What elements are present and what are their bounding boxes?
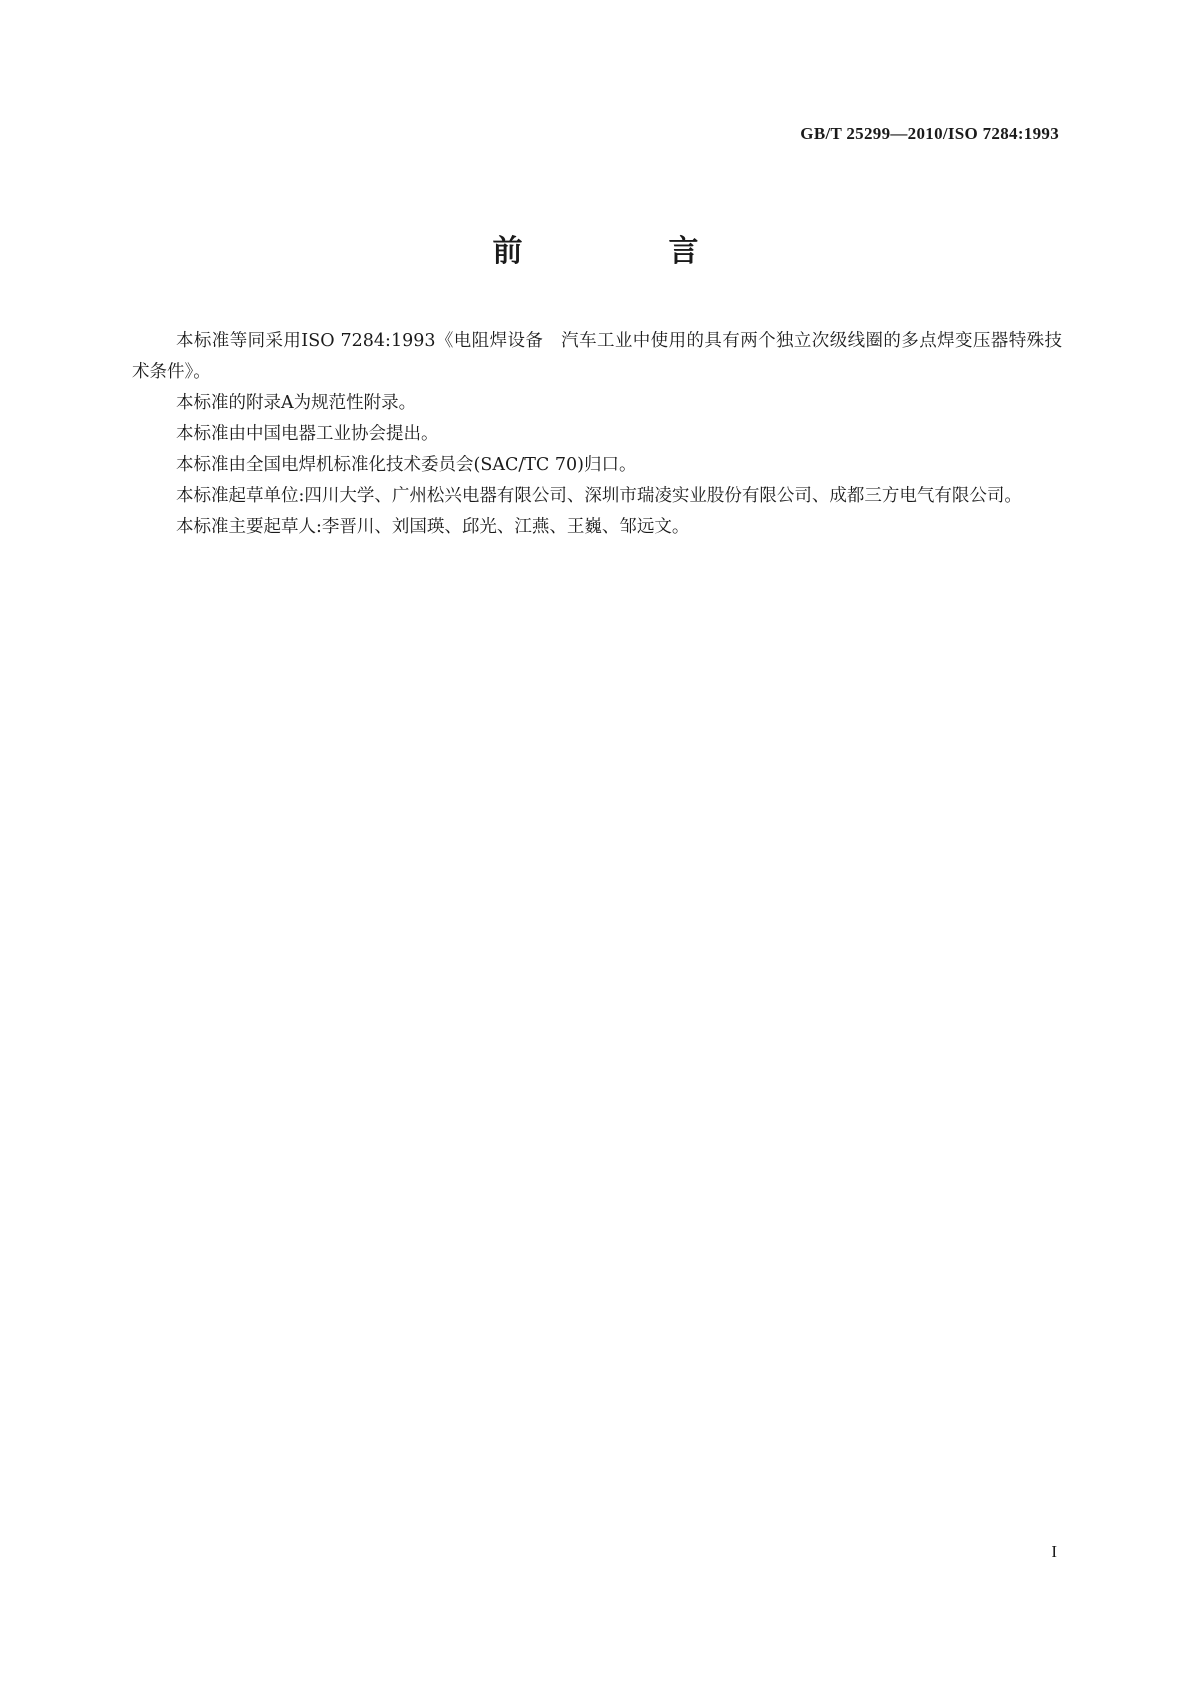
- paragraph-drafting-units: 本标准起草单位:四川大学、广州松兴电器有限公司、深圳市瑞凌实业股份有限公司、成都三方电气有限公司。: [176, 486, 1022, 506]
- page-number: I: [1051, 1542, 1057, 1561]
- paragraph-drafters: 本标准主要起草人:李晋川、刘国瑛、邱光、江燕、王巍、邹远文。: [176, 517, 690, 537]
- foreword-body: [132, 326, 1062, 543]
- paragraph-committee: 本标准由全国电焊机标准化技术委员会(SAC/TC 70)归口。: [176, 455, 637, 475]
- paragraph-proposer: 本标准由中国电器工业协会提出。: [176, 424, 439, 444]
- paragraph-appendix: 本标准的附录A为规范性附录。: [176, 393, 417, 413]
- page-title: 前 言: [492, 234, 757, 269]
- document-code: GB/T 25299—2010/ISO 7284:1993: [800, 124, 1059, 143]
- paragraph-adoption: 本标准等同采用ISO 7284:1993《电阻焊设备 汽车工业中使用的具有两个独立次级线圈的多点焊变压器特殊技术条件》。: [132, 331, 1062, 382]
